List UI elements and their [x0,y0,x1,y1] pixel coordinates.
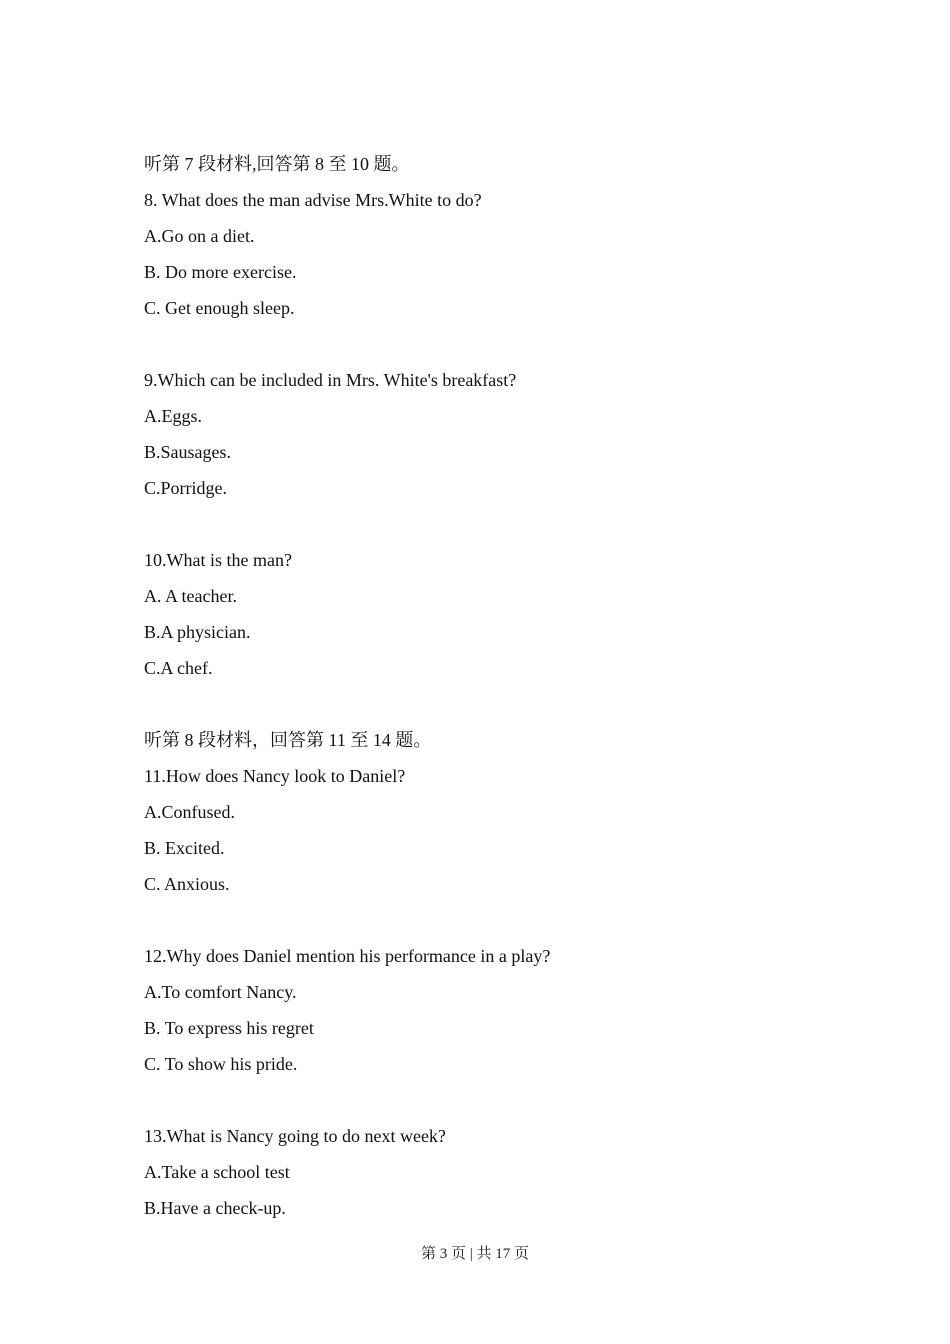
answer-option: A.Go on a diet. [144,226,255,246]
spacer [144,902,824,938]
answer-option: A.Take a school test [144,1162,290,1182]
answer-option: C. Anxious. [144,874,230,894]
spacer [144,506,824,542]
answer-option: B. Do more exercise. [144,262,297,282]
spacer [144,1082,824,1118]
answer-option: A.To comfort Nancy. [144,982,297,1002]
page-footer: 第 3 页 | 共 17 页 [420,1246,529,1262]
question-stem: 9.Which can be included in Mrs. White's breakfast? [144,370,517,390]
answer-option: C.A chef. [144,658,213,678]
section-heading: 听第 8 段材料，回答第 11 至 14 题。 [144,730,432,750]
document-body [144,146,824,1226]
answer-option: A. A teacher. [144,586,237,606]
answer-option: B.A physician. [144,622,251,642]
answer-option: C.Porridge. [144,478,227,498]
answer-option: B. Excited. [144,838,225,858]
question-stem: 11.How does Nancy look to Daniel? [144,766,406,786]
answer-option: B.Have a check-up. [144,1198,286,1218]
question-stem: 8. What does the man advise Mrs.White to do? [144,190,482,210]
question-stem: 10.What is the man? [144,550,292,570]
answer-option: C. To show his pride. [144,1054,298,1074]
answer-option: A.Eggs. [144,406,202,426]
question-stem: 13.What is Nancy going to do next week? [144,1126,446,1146]
answer-option: A.Confused. [144,802,235,822]
section-heading: 听第 7 段材料,回答第 8 至 10 题。 [144,154,410,174]
question-stem: 12.Why does Daniel mention his performance in a play? [144,946,551,966]
answer-option: B. To express his regret [144,1018,314,1038]
answer-option: B.Sausages. [144,442,231,462]
answer-option: C. Get enough sleep. [144,298,295,318]
spacer [144,326,824,362]
spacer [144,686,824,722]
